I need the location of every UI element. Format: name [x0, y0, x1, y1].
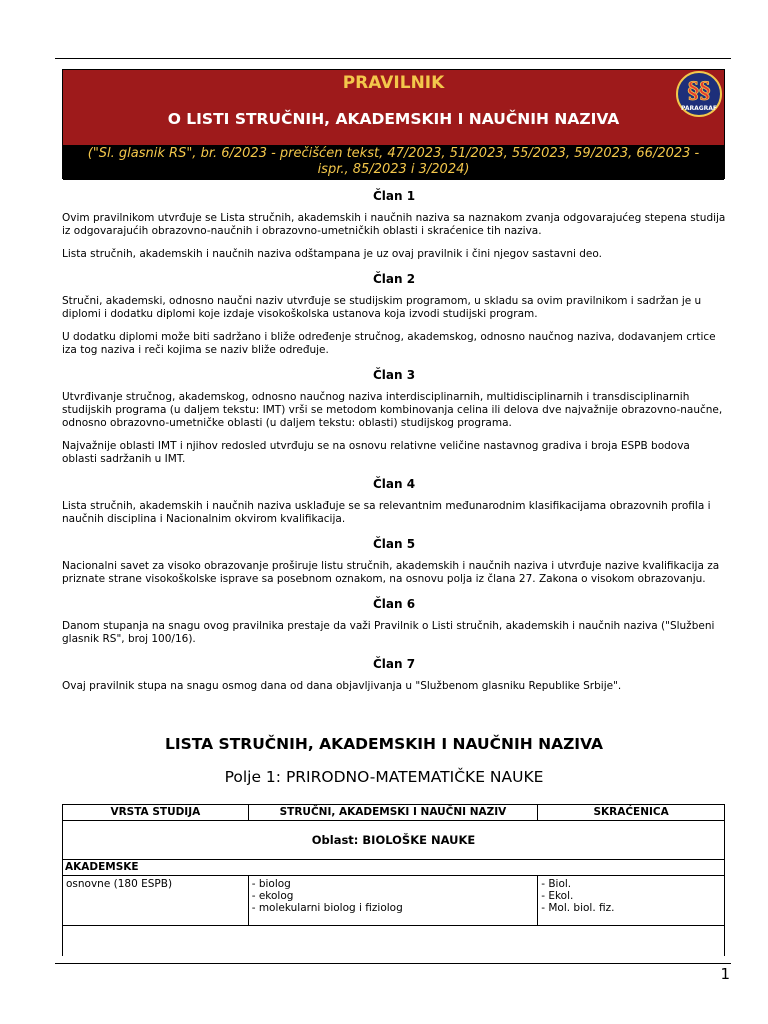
article-7-heading: Član 7	[372, 657, 416, 671]
article-1-paragraph-2: Lista stručnih, akademskih i naučnih naziva odštampana je uz ovaj pravilnik i čini njegov sastavni deo.	[62, 248, 602, 260]
article-4-paragraph-1: Lista stručnih, akademskih i naučnih naziva usklađuje se sa relevantnim međunarodnim klasifikacijama obrazovnih profila i naučnih disciplina i Nacionalnim okvirom kvalifikacija.	[62, 500, 711, 525]
study-type-row	[63, 860, 725, 876]
list-title: LISTA STRUČNIH, AKADEMSKIH I NAUČNIH NAZIVA	[164, 735, 604, 753]
articles	[62, 188, 726, 703]
continuation-cell	[63, 926, 725, 957]
article-6-heading: Član 6	[372, 597, 416, 611]
top-rule	[55, 58, 731, 59]
paragraf-logo-icon	[675, 70, 723, 118]
area-row	[63, 821, 725, 860]
article-5-paragraph-1: Nacionalni savet za visoko obrazovanje proširuje listu stručnih, akademskih i naučnih naziva i utvrđuje nazive kvalifikacija za priznate strane visokoškolske isprave sa posebnom oznakom, na osnovu polja iz člana 27. Zakona o visokom obrazovanju.	[62, 560, 720, 585]
study-type-cell: AKADEMSKE	[63, 860, 725, 876]
logo-symbol: §§	[687, 78, 711, 104]
header-banner	[62, 69, 725, 179]
column-header-abbreviation: SKRAĆENICA	[538, 805, 725, 821]
article-4-heading: Član 4	[372, 477, 416, 491]
document-type-title: PRAVILNIK	[342, 73, 445, 93]
article-7-paragraph-1: Ovaj pravilnik stupa na snagu osmog dana od dana objavljivanja u "Službenom glasniku Republike Srbije".	[62, 680, 622, 692]
abbreviation-item: - Biol.	[541, 878, 572, 890]
title-item: - molekularni biolog i fiziolog	[251, 902, 403, 914]
bottom-rule	[55, 963, 731, 964]
column-header-study-type: VRSTA STUDIJA	[63, 805, 249, 821]
article-2-heading: Član 2	[372, 272, 416, 286]
title-item: - biolog	[251, 878, 291, 890]
titles-cell	[248, 876, 538, 926]
abbreviations-cell	[538, 876, 725, 926]
article-1-paragraph-1: Ovim pravilnikom utvrđuje se Lista stručnih, akademskih i naučnih naziva sa naznakom zvanja odgovarajućeg stepena studija iz odgovarajućih obrazovno-naučnih i obrazovno-umetničkih oblasti i skraćenice tih naziva.	[62, 212, 726, 237]
page-number: 1	[720, 965, 730, 983]
article-5-heading: Član 5	[372, 537, 416, 551]
column-header-title: STRUČNI, AKADEMSKI I NAUČNI NAZIV	[248, 805, 538, 821]
area-cell: Oblast: BIOLOŠKE NAUKE	[63, 821, 725, 860]
document-title: O LISTI STRUČNIH, AKADEMSKIH I NAUČNIH NAZIVA	[167, 110, 620, 128]
citation-line-1: ("Sl. glasnik RS", br. 6/2023 - prečišćen tekst, 47/2023, 51/2023, 55/2023, 59/2023, 66/2023 -	[87, 146, 700, 161]
article-3-paragraph-1: Utvrđivanje stručnog, akademskog, odnosno naučnog naziva interdisciplinarnih, multidisciplinarnih i transdisciplinarnih studijskih programa (u daljem tekstu: IMT) vrši se metodom kombinovanja celina ili delova dve najvažnije obrazovno-naučne, odnosno obrazovno-umetničke oblasti (u daljem tekstu: oblasti) studijskog programa.	[62, 391, 723, 429]
article-2-paragraph-2: U dodatku diplomi može biti sadržano i bliže određenje stručnog, akademskog, odnosno naučnog naziva, dodavanjem crtice iza tog naziva i reči kojima se naziv bliže određuje.	[62, 331, 716, 356]
article-3-paragraph-2: Najvažnije oblasti IMT i njihov redosled utvrđuju se na osnovu relativne veličine nastavnog gradiva i broja ESPB bodova oblasti sadržanih u IMT.	[62, 440, 690, 465]
table-row	[63, 876, 725, 926]
citation-line-2: ispr., 85/2023 i 3/2024)	[317, 162, 470, 177]
table-row-continuation	[63, 926, 725, 957]
article-1-heading: Član 1	[372, 189, 416, 203]
citation	[63, 145, 724, 180]
study-level-cell: osnovne (180 ESPB)	[63, 876, 249, 926]
title-item: - ekolog	[251, 890, 294, 902]
table-header-row	[63, 805, 725, 821]
field-title: Polje 1: PRIRODNO-MATEMATIČKE NAUKE	[224, 768, 544, 786]
abbreviation-item: - Mol. biol. fiz.	[541, 902, 615, 914]
article-2-paragraph-1: Stručni, akademski, odnosno naučni naziv utvrđuje se studijskim programom, u skladu sa ovim pravilnikom i sadržan je u diplomi i dodatku diplomi koje izdaje visokoškolska ustanova koja izvodi studijski program.	[62, 295, 702, 320]
article-3-heading: Član 3	[372, 368, 416, 382]
logo-text: PARAGRAF	[680, 105, 718, 112]
article-6-paragraph-1: Danom stupanja na snagu ovog pravilnika prestaje da važi Pravilnik o Listi stručnih, akademskih i naučnih naziva ("Službeni glasnik RS", broj 100/16).	[62, 620, 715, 645]
titles-table	[62, 804, 725, 956]
abbreviation-item: - Ekol.	[541, 890, 574, 902]
